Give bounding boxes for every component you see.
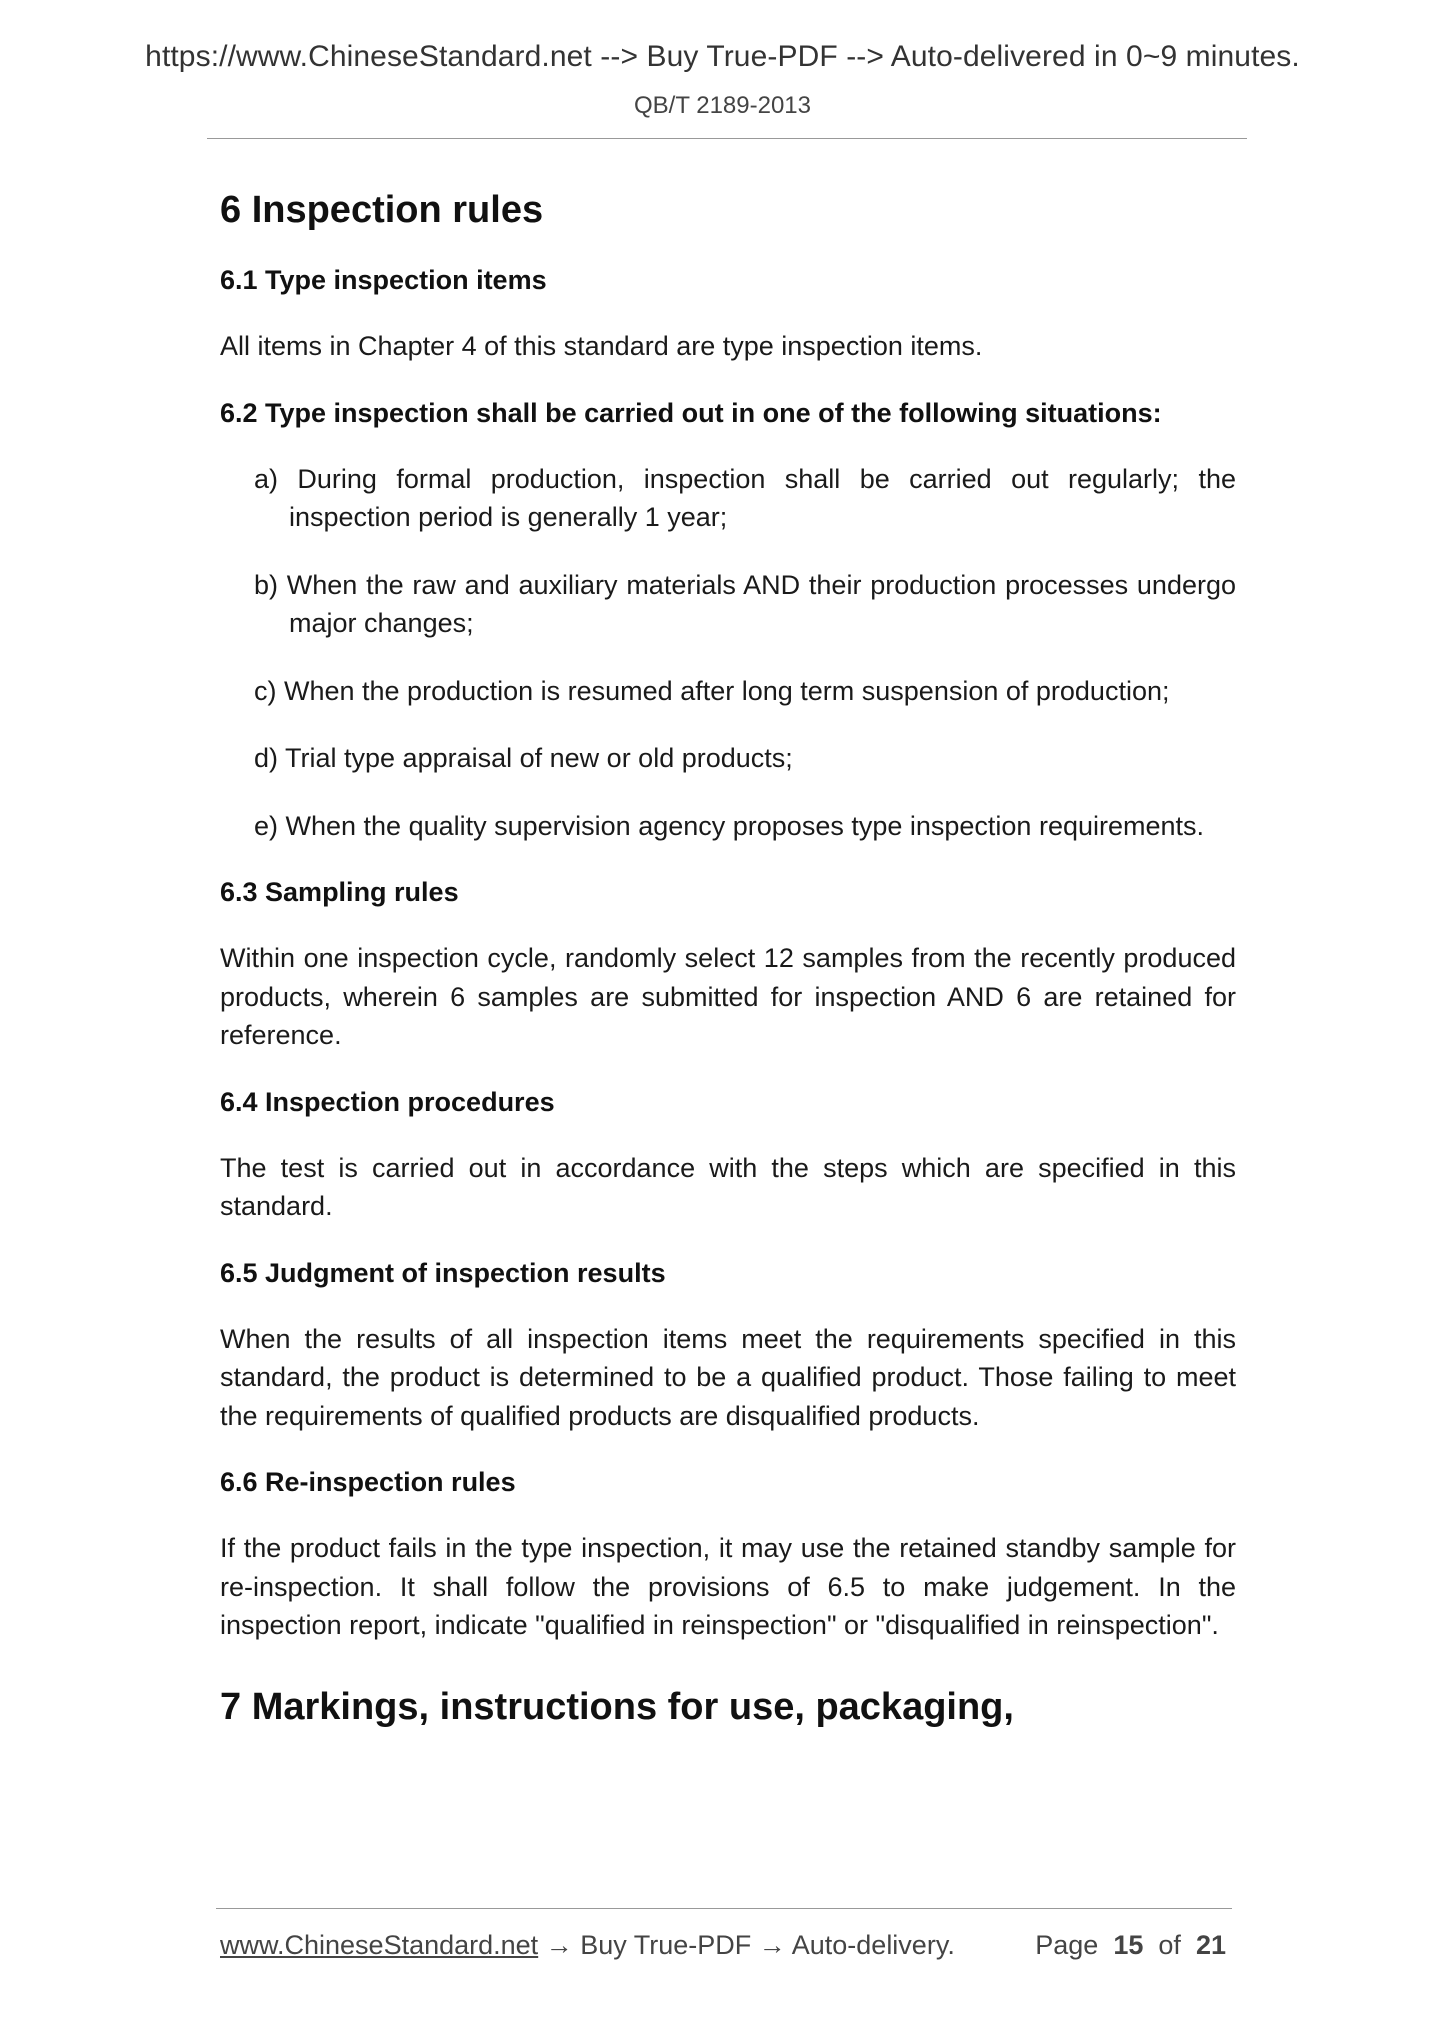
page-footer — [220, 1930, 1232, 1961]
section-6-2-heading: 6.2 Type inspection shall be carried out in one of the following situations: — [220, 397, 1162, 428]
section-6-5-heading: 6.5 Judgment of inspection results — [220, 1257, 666, 1288]
section-6-3-heading: 6.3 Sampling rules — [220, 877, 459, 907]
footer-divider — [216, 1908, 1232, 1909]
section-6-1-heading: 6.1 Type inspection items — [220, 265, 547, 295]
page-content — [220, 182, 1236, 1735]
list-item-e: e) When the quality supervision agency proposes type inspection requirements. — [254, 810, 1205, 841]
page-number — [1035, 1930, 1226, 1961]
page-current: 15 — [1113, 1930, 1144, 1960]
of-word: of — [1158, 1930, 1181, 1960]
section-6-6-heading: 6.6 Re-inspection rules — [220, 1467, 516, 1497]
top-banner: https://www.ChineseStandard.net --> Buy True-PDF --> Auto-delivered in 0~9 minutes. — [145, 40, 1300, 73]
list-item-d: d) Trial type appraisal of new or old products; — [254, 743, 793, 773]
list-item-a: a) During formal production, inspection shall be carried out regularly; the inspection period is generally 1 year; — [254, 463, 1236, 532]
footer-promo — [220, 1930, 955, 1960]
footer-site-link[interactable]: www.ChineseStandard.net — [220, 1930, 539, 1960]
list-item-b: b) When the raw and auxiliary materials AND their production processes undergo major changes; — [254, 569, 1236, 638]
header-divider — [207, 138, 1247, 139]
section-6-5-text: When the results of all inspection items meet the requirements specified in this standard, the product is determined to be a qualified product. Those failing to meet the requirements of qualified products are disqualified products. — [220, 1323, 1236, 1431]
section-6-4-heading: 6.4 Inspection procedures — [220, 1086, 555, 1117]
page-word: Page — [1035, 1930, 1099, 1960]
document-code: QB/T 2189-2013 — [633, 92, 811, 119]
chapter-6-heading: 6 Inspection rules — [220, 189, 544, 231]
section-6-6-text: If the product fails in the type inspection, it may use the retained standby sample for re-inspection. It shall follow the provisions of 6.5 to make judgement. In the inspection report, indicate "qualified in reinspection" or "disqualified in reinspection". — [220, 1533, 1236, 1640]
page-total: 21 — [1195, 1930, 1226, 1960]
section-6-4-text: The test is carried out in accordance with the steps which are specified in this standard. — [220, 1152, 1236, 1221]
list-item-c: c) When the production is resumed after long term suspension of production; — [254, 675, 1170, 706]
chapter-7-heading: 7 Markings, instructions for use, packaging, — [220, 1685, 1014, 1728]
section-6-1-text: All items in Chapter 4 of this standard are type inspection items. — [220, 331, 983, 361]
section-6-3-text: Within one inspection cycle, randomly select 12 samples from the recently produced products, wherein 6 samples are submitted for inspection AND 6 are retained for reference. — [220, 943, 1236, 1050]
footer-promo-text: → Buy True-PDF → Auto-delivery. — [538, 1930, 955, 1960]
